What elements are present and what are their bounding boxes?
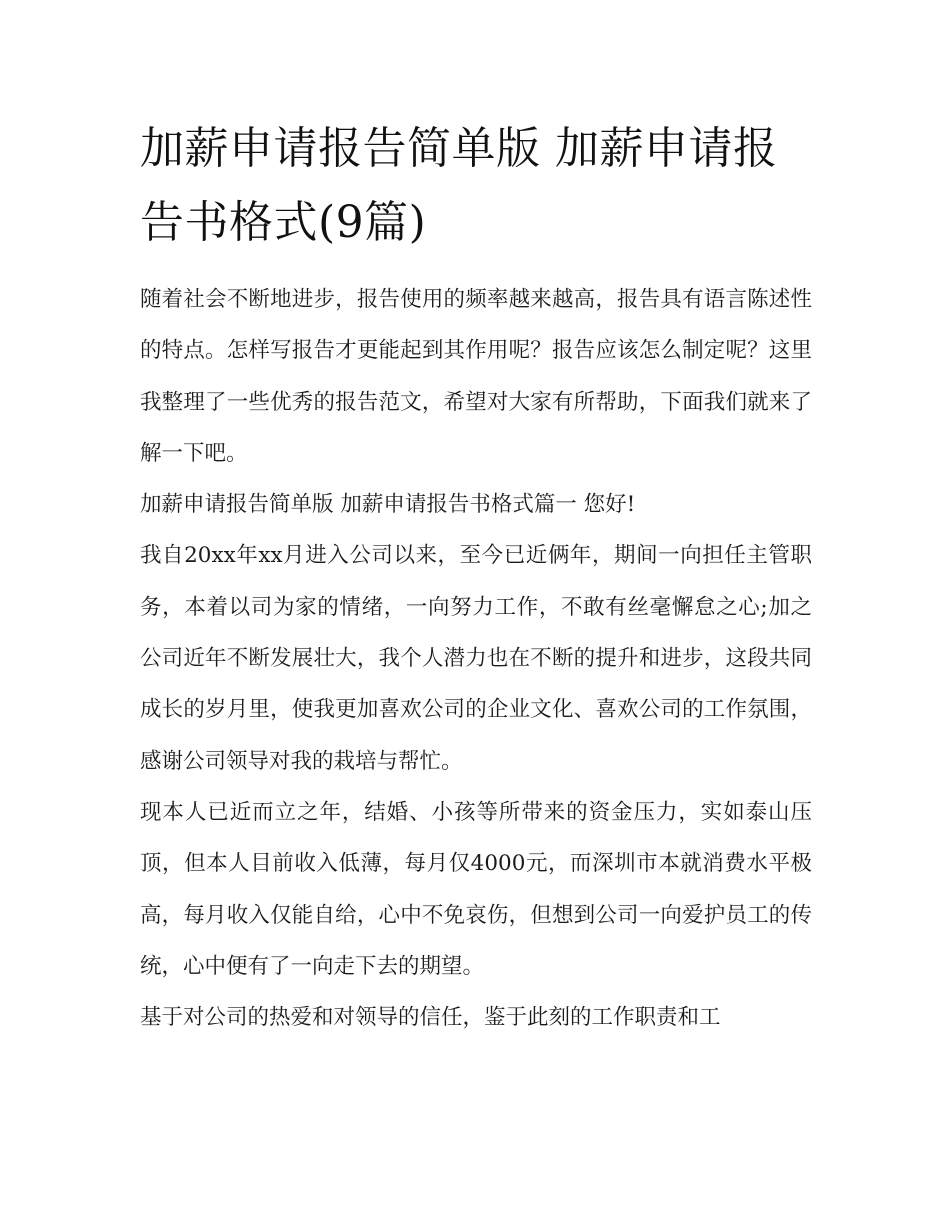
document-title: 加薪申请报告简单版 加薪申请报告书格式(9篇) <box>140 123 778 248</box>
document-content <box>140 112 812 1043</box>
body-paragraph: 基于对公司的热爱和对领导的信任，鉴于此刻的工作职责和工 <box>140 1005 721 1031</box>
document-body <box>140 274 812 1043</box>
body-paragraph: 现本人已近而立之年，结婚、小孩等所带来的资金压力，实如泰山压顶，但本人目前收入低薄，每月仅4000元，而深圳市本就消费水平极高，每月收入仅能自给，心中不免哀伤，但想到公司一向爱护员工的传统，心中便有了一向走下去的期望。 <box>140 799 812 979</box>
section-heading-paragraph: 加薪申请报告简单版 加薪申请报告书格式篇一 您好! <box>140 492 636 518</box>
body-paragraph: 我自20xx年xx月进入公司以来，至今已近俩年，期间一向担任主管职务，本着以司为家的情绪，一向努力工作，不敢有丝毫懈怠之心;加之公司近年不断发展壮大，我个人潜力也在不断的提升和进步，这段共同成长的岁月里，使我更加喜欢公司的企业文化、喜欢公司的工作氛围，感谢公司领导对我的栽培与帮忙。 <box>140 543 812 774</box>
intro-paragraph: 随着社会不断地进步，报告使用的频率越来越高，报告具有语言陈述性的特点。怎样写报告才更能起到其作用呢？报告应该怎么制定呢？这里我整理了一些优秀的报告范文，希望对大家有所帮助，下面我们就来了解一下吧。 <box>140 287 812 466</box>
